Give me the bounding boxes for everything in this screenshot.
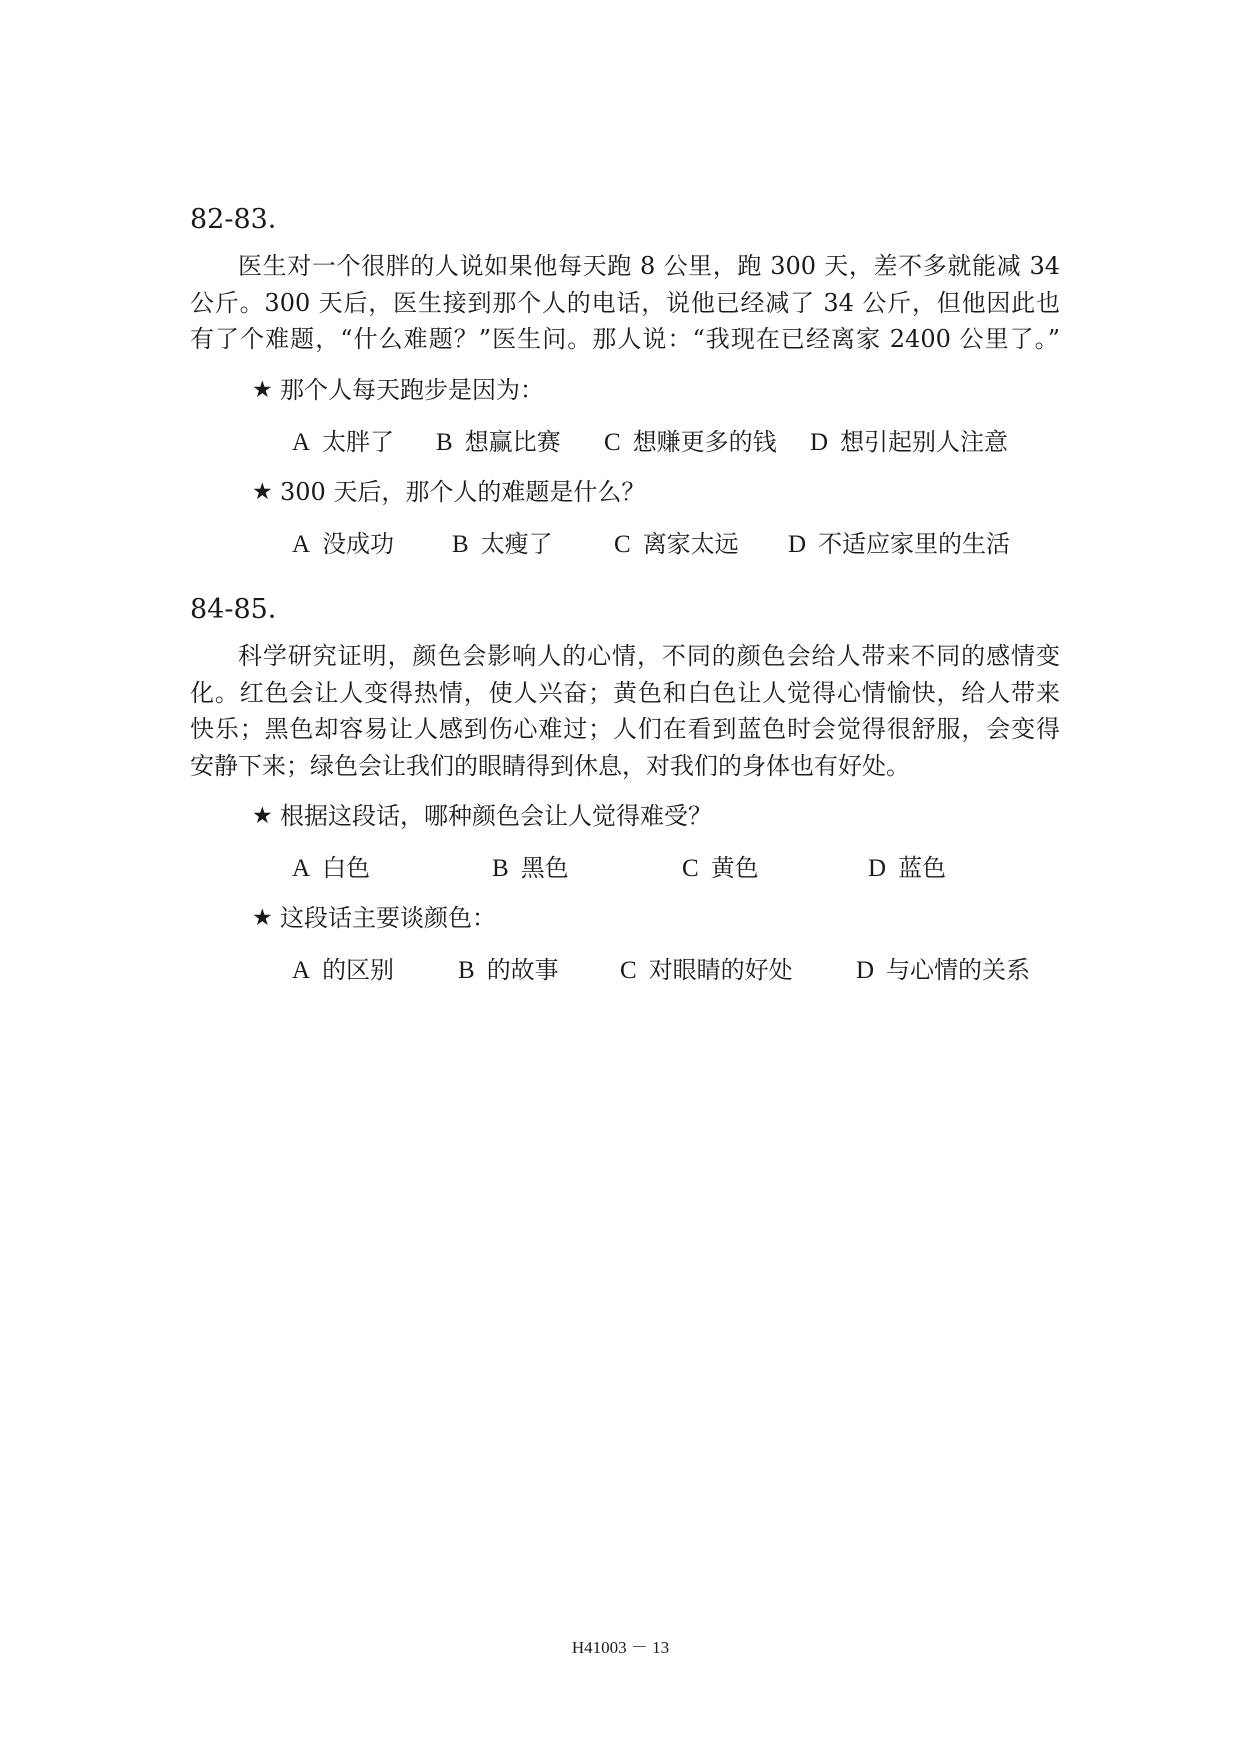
option-text: 想赚更多的钱 <box>632 427 777 456</box>
question-83 <box>190 474 1060 562</box>
passage-line: 安静下来；绿色会让我们的眼睛得到休息，对我们的身体也有好处。 <box>190 751 910 780</box>
option-text: 太胖了 <box>322 427 395 456</box>
question-text: 这段话主要谈颜色： <box>280 904 496 932</box>
question-group-82-83 <box>190 200 1060 562</box>
question-82 <box>190 372 1060 460</box>
option-d[interactable] <box>788 526 1010 563</box>
question-text: 300 天后，那个人的难题是什么？ <box>280 477 646 506</box>
option-a[interactable] <box>292 850 370 887</box>
option-a[interactable] <box>292 526 394 563</box>
option-text: 的故事 <box>486 956 559 984</box>
question-text: 根据这段话，哪种颜色会让人觉得难受？ <box>280 802 712 830</box>
option-text: 黄色 <box>710 854 759 882</box>
option-letter: A <box>292 957 311 984</box>
option-text: 不适应家里的生活 <box>818 529 1011 558</box>
option-text: 白色 <box>322 854 371 882</box>
passage <box>190 248 1060 358</box>
option-d[interactable] <box>856 952 1030 989</box>
passage-line: 化。红色会让人变得热情，使人兴奋；黄色和白色让人觉得心情愉快，给人带来 <box>190 678 1060 707</box>
option-letter: B <box>452 530 469 558</box>
option-a[interactable] <box>292 424 394 461</box>
option-c[interactable] <box>620 952 793 989</box>
option-b[interactable] <box>436 424 561 461</box>
answer-options <box>190 424 1060 460</box>
star-icon: ★ <box>252 803 273 829</box>
passage-line: 公斤。300 天后，医生接到那个人的电话，说他已经减了 34 公斤，但他因此也 <box>190 288 1060 317</box>
option-text: 想赢比赛 <box>464 427 561 456</box>
option-b[interactable] <box>458 952 559 989</box>
group-title: 84-85． <box>190 594 295 625</box>
star-icon: ★ <box>252 376 273 403</box>
option-letter: C <box>620 957 637 984</box>
answer-options <box>190 850 1060 886</box>
option-letter: B <box>458 957 475 984</box>
option-b[interactable] <box>452 526 553 563</box>
passage-line: 科学研究证明，颜色会影响人的心情，不同的颜色会给人带来不同的感情变 <box>238 642 1060 670</box>
star-icon: ★ <box>252 905 273 931</box>
option-letter: B <box>436 428 453 456</box>
option-letter: C <box>614 530 631 558</box>
answer-options <box>190 526 1060 562</box>
option-letter: A <box>292 428 311 456</box>
option-text: 蓝色 <box>898 854 947 882</box>
option-c[interactable] <box>682 850 759 887</box>
option-text: 黑色 <box>520 854 569 882</box>
option-text: 太瘦了 <box>480 529 553 558</box>
option-letter: D <box>868 855 887 882</box>
passage-line: 医生对一个很胖的人说如果他每天跑 8 公里，跑 300 天，差不多就能减 34 <box>238 252 1060 280</box>
question-stem <box>190 798 1060 834</box>
passage <box>190 638 1060 784</box>
page-footer: H41003 － 13 <box>571 1638 670 1657</box>
option-letter: D <box>788 530 807 558</box>
option-d[interactable] <box>868 850 946 887</box>
question-stem <box>190 474 1060 510</box>
option-b[interactable] <box>492 850 569 887</box>
option-d[interactable] <box>810 424 1008 461</box>
option-a[interactable] <box>292 952 394 989</box>
question-stem <box>190 372 1060 408</box>
option-letter: C <box>604 428 621 456</box>
question-85 <box>190 900 1060 988</box>
passage-line: 有了个难题，“什么难题？”医生问。那人说：“我现在已经离家 2400 公里了。” <box>190 325 1060 353</box>
option-text: 想引起别人注意 <box>840 427 1009 456</box>
answer-options <box>190 952 1060 988</box>
option-letter: C <box>682 855 699 882</box>
question-text: 那个人每天跑步是因为： <box>280 375 544 404</box>
star-icon: ★ <box>252 478 273 505</box>
question-84 <box>190 798 1060 886</box>
option-text: 的区别 <box>322 956 395 984</box>
option-text: 对眼睛的好处 <box>648 956 793 984</box>
option-text: 没成功 <box>322 529 395 558</box>
option-c[interactable] <box>614 526 739 563</box>
option-letter: D <box>856 957 875 984</box>
option-text: 离家太远 <box>642 529 739 558</box>
group-title: 82-83． <box>190 204 295 235</box>
option-letter: B <box>492 855 509 882</box>
option-letter: D <box>810 428 829 456</box>
option-c[interactable] <box>604 424 777 461</box>
question-stem <box>190 900 1060 936</box>
option-text: 与心情的关系 <box>886 956 1031 984</box>
option-letter: A <box>292 530 311 558</box>
option-letter: A <box>292 855 311 882</box>
question-group-84-85 <box>190 590 1060 988</box>
passage-line: 快乐；黑色却容易让人感到伤心难过；人们在看到蓝色时会觉得很舒服，会变得 <box>190 715 1060 743</box>
